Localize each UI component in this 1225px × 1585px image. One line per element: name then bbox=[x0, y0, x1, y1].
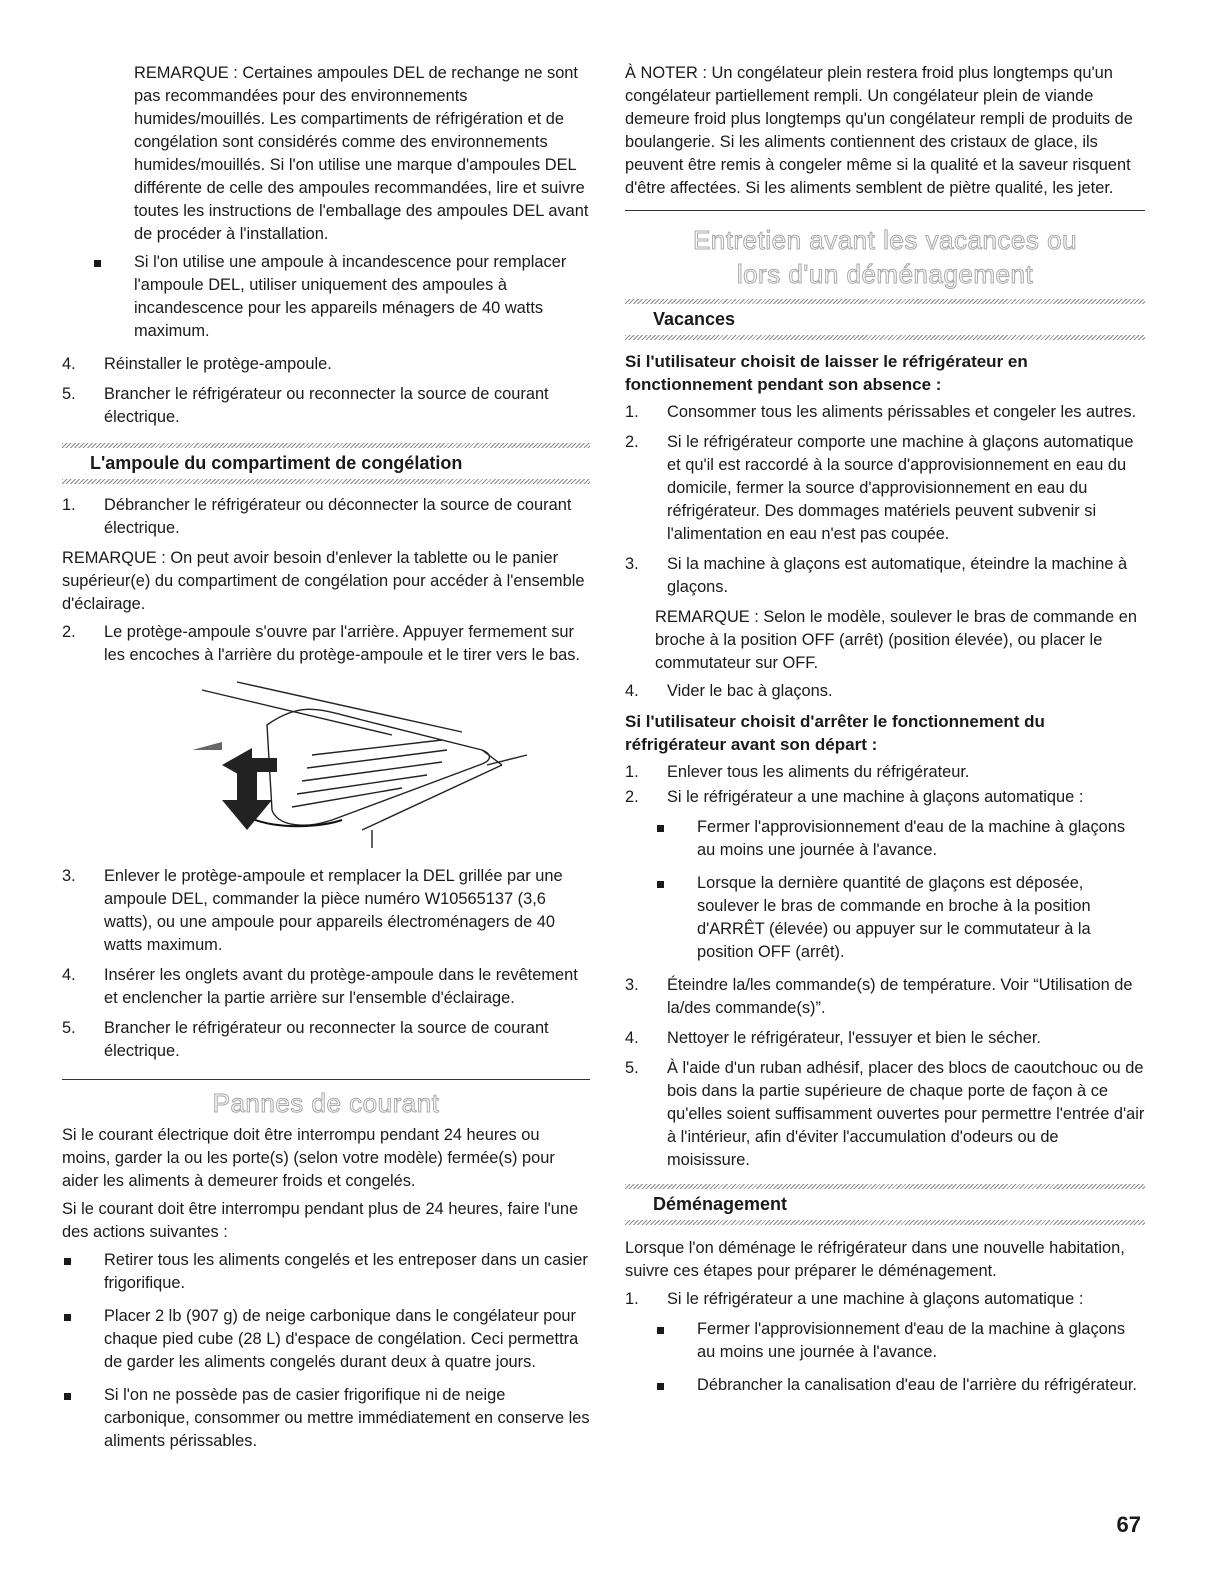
power-bullet bbox=[62, 1249, 590, 1295]
step-number: 1. bbox=[625, 403, 639, 421]
vacation-section-title-line1: Entretien avant les vacances ou bbox=[692, 225, 1078, 255]
step-number: 4. bbox=[62, 355, 76, 373]
step-item bbox=[62, 964, 590, 1010]
power-bullet bbox=[62, 1384, 590, 1453]
page-number: 67 bbox=[1116, 1512, 1141, 1537]
step-item bbox=[625, 761, 1145, 784]
step-number: 2. bbox=[62, 623, 76, 641]
stop-bullet bbox=[655, 816, 1145, 862]
step-number: 2. bbox=[625, 788, 639, 806]
step-item bbox=[625, 974, 1145, 1020]
freezer-heading-block bbox=[62, 443, 590, 484]
power-bullet bbox=[62, 1305, 590, 1374]
freezer-note: REMARQUE : On peut avoir besoin d'enlever la tablette ou le panier supérieur(e) du compartiment de congélation pour accéder à l'ensemble d'éclairage. bbox=[62, 549, 585, 613]
step-text: Éteindre la/les commande(s) de température. Voir “Utilisation de la/des commande(s)”. bbox=[667, 976, 1133, 1017]
step-number: 3. bbox=[625, 555, 639, 573]
power-outage-title: Pannes de courant bbox=[212, 1088, 440, 1118]
stop-bullet-text: Lorsque la dernière quantité de glaçons est déposée, soulever le bras de commande en broche à la position d'ARRÊT (élevée) ou appuyer sur le commutateur à la position OFF (arrêt). bbox=[697, 874, 1091, 961]
step-number: 2. bbox=[625, 433, 639, 451]
step-number: 1. bbox=[625, 763, 639, 781]
hatch-divider bbox=[62, 479, 590, 484]
step-text: Si la machine à glaçons est automatique, éteindre la machine à glaçons. bbox=[667, 555, 1128, 596]
stop-bullet bbox=[655, 872, 1145, 964]
freezer-bulb-heading: L'ampoule du compartiment de congélation bbox=[90, 453, 463, 473]
step-number: 5. bbox=[62, 1019, 76, 1037]
leave-on-lead: Si l'utilisateur choisit de laisser le réfrigérateur en fonctionnement pendant son absence : bbox=[625, 352, 1028, 394]
power-paragraph-2: Si le courant doit être interrompu pendant plus de 24 heures, faire l'une des actions suivantes : bbox=[62, 1200, 579, 1241]
step-number: 3. bbox=[625, 976, 639, 994]
power-bullet-text: Retirer tous les aliments congelés et les entreposer dans un casier frigorifique. bbox=[104, 1251, 588, 1292]
vacation-heading-block bbox=[625, 299, 1145, 340]
stop-lead: Si l'utilisateur choisit d'arrêter le fonctionnement du réfrigérateur avant son départ : bbox=[625, 712, 1045, 754]
power-bullet-text: Placer 2 lb (907 g) de neige carbonique dans le congélateur pour chaque pied cube (28 L) d'espace de congélation. Ceci permettra de garder les aliments congelés durant deux à quatre jours. bbox=[104, 1307, 579, 1371]
step-text: Nettoyer le réfrigérateur, l'essuyer et bien le sécher. bbox=[667, 1029, 1041, 1047]
step-text: Vider le bac à glaçons. bbox=[667, 682, 833, 700]
section-rule bbox=[62, 1079, 590, 1080]
step-item bbox=[625, 553, 1145, 599]
power-paragraph-1: Si le courant électrique doit être interrompu pendant 24 heures ou moins, garder la ou les porte(s) (selon votre modèle) fermée(s) pour aider les aliments à demeurer froids et congelés. bbox=[62, 1126, 555, 1190]
moving-heading: Déménagement bbox=[653, 1194, 788, 1214]
step-number: 1. bbox=[62, 496, 76, 514]
moving-heading-block bbox=[625, 1184, 1145, 1225]
stop-bullet-text: Fermer l'approvisionnement d'eau de la machine à glaçons au moins une journée à l'avance. bbox=[697, 818, 1126, 859]
vacation-section-title-line2: lors d'un déménagement bbox=[736, 259, 1034, 289]
step-text: Consommer tous les aliments périssables et congeler les autres. bbox=[667, 403, 1137, 421]
step-item bbox=[62, 865, 590, 957]
step-number: 5. bbox=[62, 385, 76, 403]
step-item bbox=[625, 680, 1145, 703]
step-number: 4. bbox=[62, 966, 76, 984]
freezer-full-note: À NOTER : Un congélateur plein restera froid plus longtemps qu'un congélateur partiellement rempli. Un congélateur plein de viande demeure froid plus longtemps qu'un congélateur rempli de produits de boulangerie. Si les aliments contiennent des cristaux de glace, ils peuvent être remis à congeler même si la qualité et la saveur risquent d'être affectées. Si les aliments semblent de piètre qualité, les jeter. bbox=[625, 64, 1133, 197]
light-shield-illustration bbox=[62, 680, 590, 850]
step-text: Le protège-ampoule s'ouvre par l'arrière. Appuyer fermement sur les encoches à l'arrière du protège-ampoule et le tirer vers le bas. bbox=[104, 623, 580, 664]
step-number: 3. bbox=[62, 867, 76, 885]
step-text: Enlever tous les aliments du réfrigérateur. bbox=[667, 763, 970, 781]
hatch-divider bbox=[625, 1220, 1145, 1225]
step-item bbox=[62, 353, 590, 376]
step-text: Réinstaller le protège-ampoule. bbox=[104, 355, 332, 373]
step-item bbox=[625, 1288, 1145, 1311]
step-text: Brancher le réfrigérateur ou reconnecter la source de courant électrique. bbox=[104, 385, 549, 426]
section-rule bbox=[625, 210, 1145, 211]
moving-bullet-text: Débrancher la canalisation d'eau de l'arrière du réfrigérateur. bbox=[697, 1376, 1137, 1394]
moving-bullet-text: Fermer l'approvisionnement d'eau de la machine à glaçons au moins une journée à l'avance. bbox=[697, 1320, 1126, 1361]
moving-paragraph: Lorsque l'on déménage le réfrigérateur dans une nouvelle habitation, suivre ces étapes pour préparer le déménagement. bbox=[625, 1239, 1125, 1280]
step-item bbox=[625, 401, 1145, 424]
vacation-heading: Vacances bbox=[653, 309, 736, 329]
moving-bullet bbox=[655, 1318, 1145, 1364]
step-text: Enlever le protège-ampoule et remplacer la DEL grillée par une ampoule DEL, commander la pièce numéro W10565137 (3,6 watts), ou une ampoule pour appareils électroménagers de 40 watts maximum. bbox=[104, 867, 563, 954]
step-number: 5. bbox=[625, 1059, 639, 1077]
step-text: Brancher le réfrigérateur ou reconnecter la source de courant électrique. bbox=[104, 1019, 549, 1060]
step-text: À l'aide d'un ruban adhésif, placer des blocs de caoutchouc ou de bois dans la partie supérieure de chaque porte de façon à ce qu'elles soient suffisamment ouvertes pour permettre l'entrée d'air à l'intérieur, afin d'éviter l'accumulation d'odeurs ou de moisissure. bbox=[667, 1059, 1145, 1169]
off-position-note: REMARQUE : Selon le modèle, soulever le bras de commande en broche à la position OFF (arrêt) (position élevée), ou placer le commutateur sur OFF. bbox=[655, 608, 1137, 672]
moving-bullet bbox=[655, 1374, 1145, 1397]
step-text: Si le réfrigérateur a une machine à glaçons automatique : bbox=[667, 788, 1084, 806]
step-number: 1. bbox=[625, 1290, 639, 1308]
incandescent-bullet-text: Si l'on utilise une ampoule à incandescence pour remplacer l'ampoule DEL, utiliser uniquement des ampoules à incandescence pour les appareils ménagers de 40 watts maximum. bbox=[134, 253, 567, 340]
step-item bbox=[625, 431, 1145, 546]
step-item bbox=[62, 494, 590, 540]
bulb-note-continued: REMARQUE : Certaines ampoules DEL de rechange ne sont pas recommandées pour des environnements humides/mouillés. Les compartiments de réfrigération et de congélation sont considérés comme des environnements humides/mouillés. Si l'on utilise une marque d'ampoules DEL différente de celle des ampoules recommandées, lire et suivre toutes les instructions de l'emballage des ampoules DEL avant de procéder à l'installation. bbox=[134, 64, 589, 243]
power-bullet-text: Si l'on ne possède pas de casier frigorifique ni de neige carbonique, consommer ou mettre immédiatement en conserve les aliments périssables. bbox=[104, 1386, 590, 1450]
step-number: 4. bbox=[625, 682, 639, 700]
step-item bbox=[62, 383, 590, 429]
step-item bbox=[62, 1017, 590, 1063]
step-item bbox=[625, 1027, 1145, 1050]
incandescent-bullet bbox=[92, 251, 590, 343]
step-item bbox=[625, 1057, 1145, 1172]
step-item bbox=[625, 786, 1145, 809]
step-number: 4. bbox=[625, 1029, 639, 1047]
step-text: Insérer les onglets avant du protège-ampoule dans le revêtement et enclencher la partie arrière sur l'ensemble d'éclairage. bbox=[104, 966, 578, 1007]
step-text: Si le réfrigérateur comporte une machine à glaçons automatique et qu'il est raccordé à la source d'approvisionnement en eau du domicile, fermer la source d'approvisionnement en eau du réfrigérateur. Des dommages matériels peuvent subvenir si l'alimentation en eau n'est pas coupée. bbox=[667, 433, 1134, 543]
right-column bbox=[625, 62, 1145, 1407]
step-text: Débrancher le réfrigérateur ou déconnecter la source de courant électrique. bbox=[104, 496, 572, 537]
hatch-divider bbox=[625, 335, 1145, 340]
step-text: Si le réfrigérateur a une machine à glaçons automatique : bbox=[667, 1290, 1084, 1308]
left-column bbox=[62, 62, 590, 1463]
step-item bbox=[62, 621, 590, 667]
